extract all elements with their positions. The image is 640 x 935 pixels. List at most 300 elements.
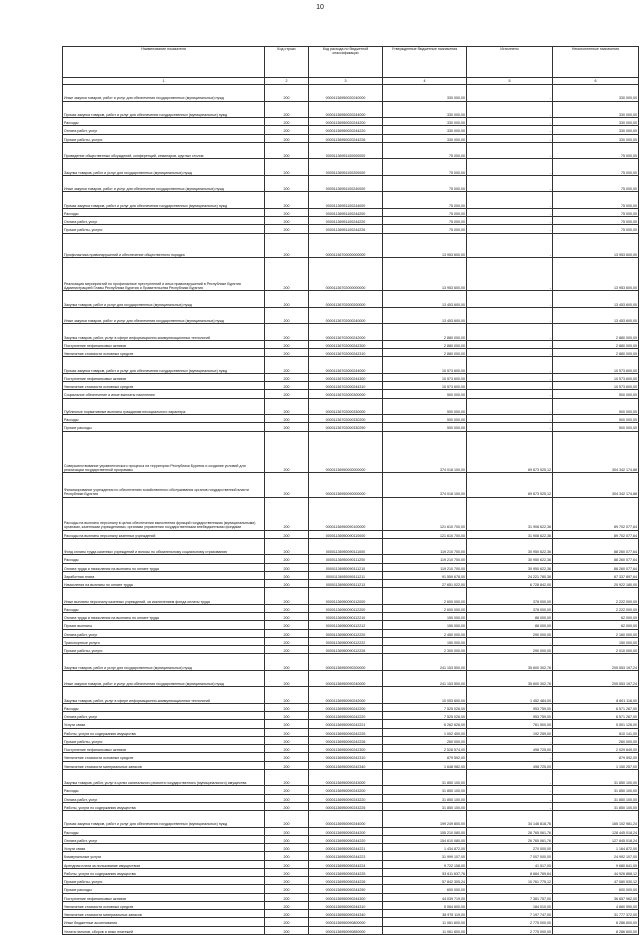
row-kbk: 00001136702000242300 xyxy=(309,340,383,348)
row-remaining: 13 953 600,00 xyxy=(553,258,639,291)
row-kbk: 00001136950020244220 xyxy=(309,126,383,134)
row-line-code: 200 xyxy=(265,687,309,704)
table-row xyxy=(63,431,639,472)
table-row xyxy=(63,654,639,671)
row-line-code: 200 xyxy=(265,159,309,176)
row-approved: 10 573 600,00 xyxy=(383,382,467,390)
row-executed: - xyxy=(467,101,553,118)
column-header-kbk: Код расхода по бюджетной классификации xyxy=(309,47,383,78)
row-approved: 199 249 800,00 xyxy=(383,811,467,828)
row-remaining: 75 000,00 xyxy=(553,217,639,225)
row-line-code: 200 xyxy=(265,349,309,357)
row-line-code: 200 xyxy=(265,225,309,233)
table-row xyxy=(63,324,639,341)
table-row xyxy=(63,415,639,423)
row-line-code: 200 xyxy=(265,885,309,893)
row-line-code: 200 xyxy=(265,588,309,605)
table-row xyxy=(63,753,639,761)
table-row xyxy=(63,910,639,918)
row-kbk: 00001136702000242000 xyxy=(309,324,383,341)
row-executed: 761 500,00 xyxy=(467,720,553,728)
row-name: Расходы xyxy=(63,827,265,835)
table-row xyxy=(63,225,639,233)
row-executed: - xyxy=(467,423,553,431)
row-kbk: 00001136950090242200 xyxy=(309,703,383,711)
row-name: Коммунальные услуги xyxy=(63,852,265,860)
table-row xyxy=(63,687,639,704)
row-executed: 2 775 000,00 xyxy=(467,926,553,934)
row-remaining: 88 260 077,64 xyxy=(553,563,639,571)
row-kbk: 00001136950090244226 xyxy=(309,877,383,885)
row-executed: 10 761 775,12 xyxy=(467,877,553,885)
row-name: Поступление нефинансовых активов xyxy=(63,340,265,348)
row-kbk: 00001136950090112200 xyxy=(309,604,383,612)
row-kbk: 00001136951100240000 xyxy=(309,175,383,192)
row-line-code: 200 xyxy=(265,307,309,324)
row-remaining: 44 926 868,12 xyxy=(553,868,639,876)
row-name: Иные закупки товаров, работ и услуг для обеспечения государственных (муниципальных) нужд xyxy=(63,670,265,687)
row-executed: - xyxy=(467,736,553,744)
row-approved: 330 000,00 xyxy=(383,118,467,126)
row-executed: 35 600 302,76 xyxy=(467,670,553,687)
row-executed: - xyxy=(467,134,553,142)
row-line-code: 200 xyxy=(265,530,309,538)
row-approved: 150 000,00 xyxy=(383,621,467,629)
row-approved: 7 525 026,00 xyxy=(383,712,467,720)
row-kbk: 00001136950090244000 xyxy=(309,811,383,828)
row-executed: 30 950 622,36 xyxy=(467,555,553,563)
row-kbk: 00001136950090244221 xyxy=(309,844,383,852)
row-remaining: 879 592,00 xyxy=(553,753,639,761)
row-approved: 6 262 626,00 xyxy=(383,720,467,728)
row-kbk: 00001136950090244200 xyxy=(309,827,383,835)
row-executed: 2 775 000,00 xyxy=(467,918,553,926)
row-executed: 26 765 061,76 xyxy=(467,835,553,843)
row-name: Прочая закупка товаров, работ и услуг для обеспечения государственных (муниципальных) нужд xyxy=(63,101,265,118)
row-line-code: 200 xyxy=(265,118,309,126)
row-name: Реализация мероприятий по профилактике преступлений и иных правонарушений в Республике Бурятия Администрацией Главы Республики Бурятия и Правительства Республики Бурятия xyxy=(63,258,265,291)
row-remaining: 500 000,00 xyxy=(553,415,639,423)
row-name: Работы, услуги по содержанию имущества xyxy=(63,802,265,810)
row-approved: 53 611 637,76 xyxy=(383,868,467,876)
row-approved: 2 880 000,00 xyxy=(383,340,467,348)
row-remaining: 6 571 267,00 xyxy=(553,703,639,711)
row-kbk: 00001136950090243200 xyxy=(309,786,383,794)
row-line-code: 200 xyxy=(265,217,309,225)
row-name: Услуги связи xyxy=(63,844,265,852)
row-executed: 498 725,00 xyxy=(467,761,553,769)
row-line-code: 200 xyxy=(265,670,309,687)
row-kbk: 00001136950090111213 xyxy=(309,580,383,588)
row-kbk: 00001136950090244225 xyxy=(309,868,383,876)
row-remaining: 2 160 000,00 xyxy=(553,629,639,637)
table-row xyxy=(63,844,639,852)
row-approved: 330 000,00 xyxy=(383,101,467,118)
row-line-code: 200 xyxy=(265,910,309,918)
row-name: Расходы xyxy=(63,118,265,126)
table-row xyxy=(63,192,639,209)
row-approved: 2 600 000,00 xyxy=(383,604,467,612)
row-approved: 500 000,00 xyxy=(383,398,467,415)
row-remaining: 810 141,00 xyxy=(553,728,639,736)
table-row xyxy=(63,786,639,794)
table-row xyxy=(63,233,639,258)
row-kbk: 00001136950090244224 xyxy=(309,860,383,868)
row-remaining: 47 080 530,12 xyxy=(553,877,639,885)
row-name: Уплата налогов, сборов и иных платежей xyxy=(63,926,265,934)
row-approved: 119 210 700,00 xyxy=(383,563,467,571)
table-row xyxy=(63,835,639,843)
row-approved: 879 592,00 xyxy=(383,753,467,761)
row-line-code: 200 xyxy=(265,646,309,654)
row-name: Оплата работ, услуг xyxy=(63,629,265,637)
column-index: 5 xyxy=(467,78,553,85)
table-row xyxy=(63,307,639,324)
row-kbk: 00001136702000244300 xyxy=(309,373,383,381)
row-approved: 7 525 026,00 xyxy=(383,703,467,711)
row-remaining: 2 880 000,00 xyxy=(553,340,639,348)
row-kbk: 00001136950090242221 xyxy=(309,720,383,728)
row-name: Проведение общественных обсуждений, конференций, семинаров, круглых столов xyxy=(63,142,265,159)
row-executed: - xyxy=(467,291,553,308)
row-remaining: 31 850 100,00 xyxy=(553,769,639,786)
table-row xyxy=(63,646,639,654)
table-row xyxy=(63,670,639,687)
row-line-code: 200 xyxy=(265,629,309,637)
row-approved: 2 528 574,00 xyxy=(383,745,467,753)
row-executed: 69 673 925,12 xyxy=(467,431,553,472)
row-approved: 2 600 000,00 xyxy=(383,588,467,605)
row-executed: - xyxy=(467,175,553,192)
row-executed: - xyxy=(467,885,553,893)
table-row xyxy=(63,340,639,348)
row-kbk: 00001136950090244220 xyxy=(309,835,383,843)
row-executed: - xyxy=(467,786,553,794)
row-approved: 10 053 600,00 xyxy=(383,687,467,704)
row-line-code: 200 xyxy=(265,431,309,472)
table-row xyxy=(63,852,639,860)
column-index: 6 xyxy=(553,78,639,85)
row-executed: - xyxy=(467,324,553,341)
row-approved: 260 000,00 xyxy=(383,736,467,744)
table-row xyxy=(63,613,639,621)
row-kbk: 00001136951100000000 xyxy=(309,142,383,159)
row-name: Расходы на выплаты персоналу казенных учреждений xyxy=(63,530,265,538)
row-executed: - xyxy=(467,307,553,324)
row-kbk: 00001136950090112226 xyxy=(309,646,383,654)
table-row xyxy=(63,390,639,398)
table-row xyxy=(63,159,639,176)
row-name: Прочие расходы xyxy=(63,423,265,431)
row-name: Прочие работы, услуги xyxy=(63,877,265,885)
row-approved: 500 000,00 xyxy=(383,390,467,398)
row-kbk: 00001136950090242310 xyxy=(309,753,383,761)
row-executed: 34 146 818,76 xyxy=(467,811,553,828)
table-row xyxy=(63,258,639,291)
row-kbk: 00001136951100244226 xyxy=(309,225,383,233)
row-approved: 330 000,00 xyxy=(383,85,467,102)
row-executed: 69 673 925,12 xyxy=(467,472,553,497)
page-number: 10 xyxy=(316,4,324,11)
row-name: Расходы xyxy=(63,555,265,563)
row-name: Финансирование учреждения по обеспечению хозяйственного обслуживания органов государственной власти Республики Бурятия xyxy=(63,472,265,497)
row-line-code: 200 xyxy=(265,827,309,835)
table-row xyxy=(63,555,639,563)
row-remaining: 500 000,00 xyxy=(553,423,639,431)
row-approved: 330 000,00 xyxy=(383,134,467,142)
row-line-code: 200 xyxy=(265,852,309,860)
row-approved: 5 064 600,00 xyxy=(383,901,467,909)
table-row xyxy=(63,794,639,802)
table-row xyxy=(63,357,639,374)
row-name: Закупка товаров, работ и услуг для государственных (муниципальных) нужд xyxy=(63,291,265,308)
row-line-code: 200 xyxy=(265,357,309,374)
row-kbk: 00001136950090244300 xyxy=(309,893,383,901)
row-line-code: 200 xyxy=(265,291,309,308)
table-row xyxy=(63,472,639,497)
row-line-code: 200 xyxy=(265,893,309,901)
row-kbk: 00001136950020244200 xyxy=(309,118,383,126)
row-remaining: 67 337 897,64 xyxy=(553,571,639,579)
row-remaining: 89 702 077,64 xyxy=(553,497,639,530)
row-remaining: 330 000,00 xyxy=(553,126,639,134)
row-remaining: 2 010 000,00 xyxy=(553,646,639,654)
row-remaining: 8 286 600,00 xyxy=(553,926,639,934)
row-name: Оплата работ, услуг xyxy=(63,126,265,134)
row-approved: 150 000,00 xyxy=(383,637,467,645)
row-remaining: 89 702 077,64 xyxy=(553,530,639,538)
row-name: Закупка товаров, работ и услуг для государственных (муниципальных) нужд xyxy=(63,159,265,176)
row-kbk: 00001136950090242340 xyxy=(309,761,383,769)
row-kbk: 00001136950090243225 xyxy=(309,802,383,810)
row-remaining: 127 845 018,24 xyxy=(553,835,639,843)
row-name: Заработная плата xyxy=(63,571,265,579)
row-executed: - xyxy=(467,637,553,645)
row-approved: 27 651 022,00 xyxy=(383,580,467,588)
table-row xyxy=(63,629,639,637)
row-name: Расходы xyxy=(63,604,265,612)
row-executed: 31 908 622,36 xyxy=(467,530,553,538)
row-kbk: 00001136950090240000 xyxy=(309,670,383,687)
row-executed: - xyxy=(467,225,553,233)
row-executed: - xyxy=(467,415,553,423)
row-executed: 953 759,00 xyxy=(467,712,553,720)
row-name: Поступление нефинансовых активов xyxy=(63,893,265,901)
row-name: Закупка товаров, работ и услуг для государственных (муниципальных) нужд xyxy=(63,654,265,671)
table-row xyxy=(63,580,639,588)
row-name: Оплата работ, услуг xyxy=(63,835,265,843)
table-row xyxy=(63,349,639,357)
row-approved: 75 000,00 xyxy=(383,208,467,216)
row-line-code: 200 xyxy=(265,761,309,769)
row-kbk: 00001136950090850000 xyxy=(309,926,383,934)
row-line-code: 200 xyxy=(265,571,309,579)
column-index: 3 xyxy=(309,78,383,85)
row-line-code: 200 xyxy=(265,415,309,423)
row-name: Увеличение стоимости основных средств xyxy=(63,382,265,390)
table-row xyxy=(63,208,639,216)
row-remaining: 75 000,00 xyxy=(553,192,639,209)
table-row xyxy=(63,712,639,720)
row-kbk: 00001136951100244200 xyxy=(309,208,383,216)
row-approved: 241 153 500,00 xyxy=(383,654,467,671)
row-executed: - xyxy=(467,373,553,381)
row-name: Иные выплаты персоналу казенных учреждений, за исключением фонда оплаты труда xyxy=(63,588,265,605)
row-line-code: 200 xyxy=(265,745,309,753)
row-executed: - xyxy=(467,233,553,258)
row-kbk: 00001136950090242226 xyxy=(309,736,383,744)
row-kbk: 00001136702000300000 xyxy=(309,390,383,398)
column-header-executed: Исполнено xyxy=(467,47,553,78)
table-row xyxy=(63,538,639,555)
row-kbk: 00001136950090243220 xyxy=(309,794,383,802)
row-executed: - xyxy=(467,357,553,374)
column-header-line-code: Код строки xyxy=(265,47,309,78)
row-name: Прочие расходы xyxy=(63,885,265,893)
row-kbk: 00001136702000244000 xyxy=(309,357,383,374)
row-kbk: 00001136950090111000 xyxy=(309,538,383,555)
column-header-name: Наименование показателя xyxy=(63,47,265,78)
row-remaining: 88 260 077,64 xyxy=(553,538,639,555)
row-kbk: 00001136702000200000 xyxy=(309,291,383,308)
row-name: Услуги связи xyxy=(63,720,265,728)
row-remaining: 8 601 116,00 xyxy=(553,687,639,704)
row-executed: 378 000,00 xyxy=(467,604,553,612)
row-remaining: 205 553 197,24 xyxy=(553,654,639,671)
table-row xyxy=(63,860,639,868)
row-kbk: 00001136950020244000 xyxy=(309,101,383,118)
row-kbk: 00001136950020240000 xyxy=(309,85,383,102)
row-kbk: 00001136700000000000 xyxy=(309,233,383,258)
row-kbk: 00001136950090111211 xyxy=(309,571,383,579)
row-line-code: 200 xyxy=(265,472,309,497)
row-approved: 1 648 982,00 xyxy=(383,761,467,769)
row-kbk: 00001136702000330000 xyxy=(309,398,383,415)
table-row xyxy=(63,382,639,390)
row-approved: 38 975 119,00 xyxy=(383,910,467,918)
row-approved: 44 039 719,00 xyxy=(383,893,467,901)
table-row xyxy=(63,530,639,538)
row-approved: 1 434 872,00 xyxy=(383,844,467,852)
row-line-code: 200 xyxy=(265,918,309,926)
row-kbk: 00001136950090112210 xyxy=(309,613,383,621)
row-remaining: 75 000,00 xyxy=(553,142,639,159)
table-row xyxy=(63,175,639,192)
row-approved: 31 850 100,00 xyxy=(383,769,467,786)
row-executed: 378 000,00 xyxy=(467,588,553,605)
row-line-code: 200 xyxy=(265,85,309,102)
table-row xyxy=(63,571,639,579)
row-executed: 7 197 747,00 xyxy=(467,910,553,918)
row-approved: 374 016 100,00 xyxy=(383,472,467,497)
column-index: 1 xyxy=(63,78,265,85)
row-executed: 192 259,00 xyxy=(467,728,553,736)
row-approved: 75 000,00 xyxy=(383,159,467,176)
row-executed: 7 007 000,00 xyxy=(467,852,553,860)
column-header-remaining: Неисполненные назначения xyxy=(553,47,639,78)
row-kbk: 00001136950090112222 xyxy=(309,637,383,645)
row-executed: 1 452 484,00 xyxy=(467,687,553,704)
row-line-code: 200 xyxy=(265,901,309,909)
row-kbk: 00001136702000242310 xyxy=(309,349,383,357)
row-approved: 2 880 000,00 xyxy=(383,349,467,357)
row-executed: - xyxy=(467,794,553,802)
table-row xyxy=(63,398,639,415)
row-kbk: 00001136950090242220 xyxy=(309,712,383,720)
row-remaining: 62 000,00 xyxy=(553,613,639,621)
row-name: Иные закупки товаров, работ и услуг для обеспечения государственных (муниципальных) нужд xyxy=(63,175,265,192)
row-remaining: 2 222 000,00 xyxy=(553,604,639,612)
row-approved: 2 300 000,00 xyxy=(383,646,467,654)
row-approved: 500 000,00 xyxy=(383,423,467,431)
row-line-code: 200 xyxy=(265,580,309,588)
row-remaining: 500 000,00 xyxy=(553,390,639,398)
row-name: Поступление нефинансовых активов xyxy=(63,745,265,753)
row-name: Фонд оплаты труда казенных учреждений и взносы по обязательному социальному страхованию xyxy=(63,538,265,555)
table-header-row xyxy=(63,47,639,78)
row-approved: 31 850 100,00 xyxy=(383,802,467,810)
row-kbk: 00001136950090112220 xyxy=(309,629,383,637)
table-row xyxy=(63,926,639,934)
table-row xyxy=(63,134,639,142)
row-kbk: 00001136950090242300 xyxy=(309,745,383,753)
column-header-approved: Утвержденные бюджетные назначения xyxy=(383,47,467,78)
table-row xyxy=(63,604,639,612)
row-line-code: 200 xyxy=(265,926,309,934)
table-row xyxy=(63,745,639,753)
row-remaining: 10 573 600,00 xyxy=(553,373,639,381)
table-row xyxy=(63,827,639,835)
table-row xyxy=(63,868,639,876)
row-line-code: 200 xyxy=(265,563,309,571)
row-remaining: 1 150 257,00 xyxy=(553,761,639,769)
row-approved: 2 450 000,00 xyxy=(383,629,467,637)
row-executed: - xyxy=(467,258,553,291)
row-approved: 75 000,00 xyxy=(383,225,467,233)
row-remaining: 600 000,00 xyxy=(553,885,639,893)
row-remaining: 31 850 100,00 xyxy=(553,786,639,794)
row-name: Оплата труда и начисления на выплаты по оплате труда xyxy=(63,563,265,571)
row-approved: 13 453 600,00 xyxy=(383,307,467,324)
row-name: Увеличение стоимости основных средств xyxy=(63,753,265,761)
row-approved: 600 000,00 xyxy=(383,885,467,893)
row-name: Социальное обеспечение и иные выплаты населению xyxy=(63,390,265,398)
row-remaining: 9 680 641,00 xyxy=(553,860,639,868)
row-kbk: 00001136951100244220 xyxy=(309,217,383,225)
row-remaining: 260 000,00 xyxy=(553,736,639,744)
row-remaining: 62 000,00 xyxy=(553,621,639,629)
row-executed: 953 759,00 xyxy=(467,703,553,711)
row-name: Расходы xyxy=(63,208,265,216)
row-kbk: 00001136950090111210 xyxy=(309,563,383,571)
row-name: Арендная плата за пользование имуществом xyxy=(63,860,265,868)
row-executed: - xyxy=(467,802,553,810)
row-approved: 1 002 400,00 xyxy=(383,728,467,736)
row-executed: - xyxy=(467,85,553,102)
row-name: Поступление нефинансовых активов xyxy=(63,373,265,381)
row-approved: 75 000,00 xyxy=(383,142,467,159)
row-remaining: 10 573 600,00 xyxy=(553,357,639,374)
table-row xyxy=(63,126,639,134)
row-line-code: 200 xyxy=(265,811,309,828)
table-row xyxy=(63,85,639,102)
row-remaining: 304 342 174,88 xyxy=(553,431,639,472)
row-remaining: 75 000,00 xyxy=(553,159,639,176)
row-line-code: 200 xyxy=(265,423,309,431)
row-kbk: 00001136702000240000 xyxy=(309,307,383,324)
row-remaining: 2 029 849,00 xyxy=(553,745,639,753)
table-row xyxy=(63,703,639,711)
